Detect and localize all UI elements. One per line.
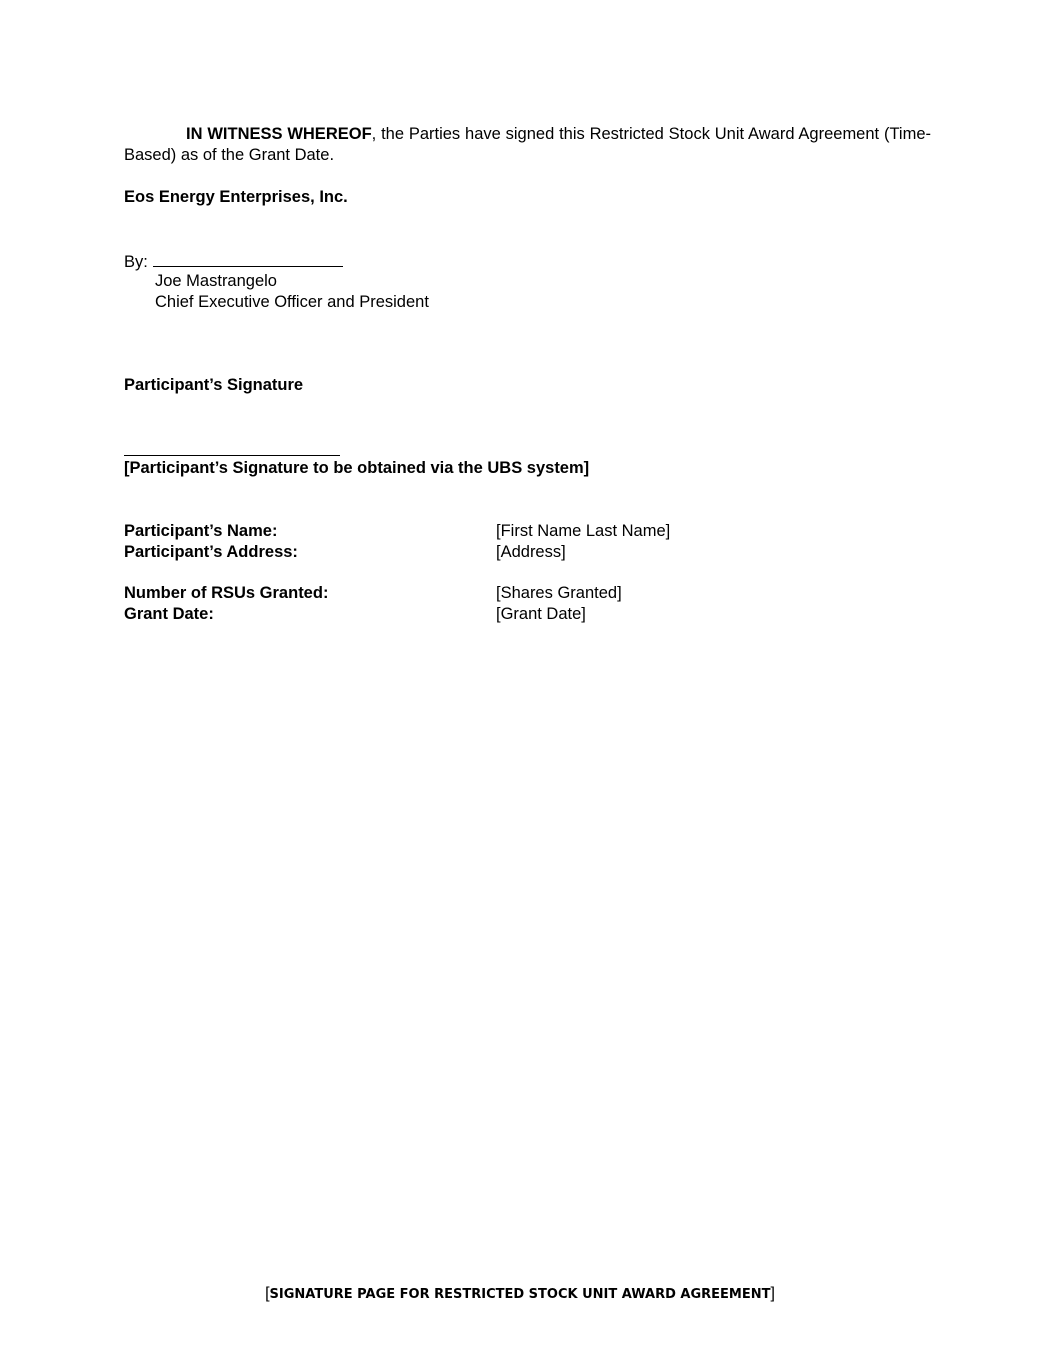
field-label: Participant’s Address: <box>124 543 298 561</box>
field-label: Grant Date: <box>124 605 214 623</box>
witness-lead: IN WITNESS WHEREOF <box>186 125 372 143</box>
participant-signature-heading: Participant’s Signature <box>124 376 304 394</box>
company-name: Eos Energy Enterprises, Inc. <box>124 188 348 206</box>
footer-close-bracket: ] <box>770 1285 775 1302</box>
field-label: Participant’s Name: <box>124 522 278 540</box>
witness-paragraph <box>124 124 931 166</box>
signer-block <box>155 271 429 313</box>
signer-title: Chief Executive Officer and President <box>155 293 429 311</box>
witness-text: , the Parties have signed this Restricted Stock Unit Award Agreement (Time-Based) as of the Grant Date. <box>124 125 931 164</box>
signer-name: Joe Mastrangelo <box>155 272 277 290</box>
company-signature-line <box>124 250 343 273</box>
field-value: [Address] <box>496 543 566 561</box>
field-label: Number of RSUs Granted: <box>124 584 329 602</box>
field-value: [Shares Granted] <box>496 584 622 602</box>
field-value: [First Name Last Name] <box>496 522 671 540</box>
by-label: By: <box>124 253 148 271</box>
footer-text: SIGNATURE PAGE FOR RESTRICTED STOCK UNIT AWARD AGREEMENT <box>269 1287 771 1302</box>
participant-signature-note: [Participant’s Signature to be obtained via the UBS system] <box>124 459 590 477</box>
field-value: [Grant Date] <box>496 605 586 623</box>
participant-signature-blank <box>124 455 340 456</box>
footer-open-bracket: [ <box>265 1285 270 1302</box>
company-signature-blank <box>153 250 343 267</box>
page-footer <box>0 1284 1040 1305</box>
